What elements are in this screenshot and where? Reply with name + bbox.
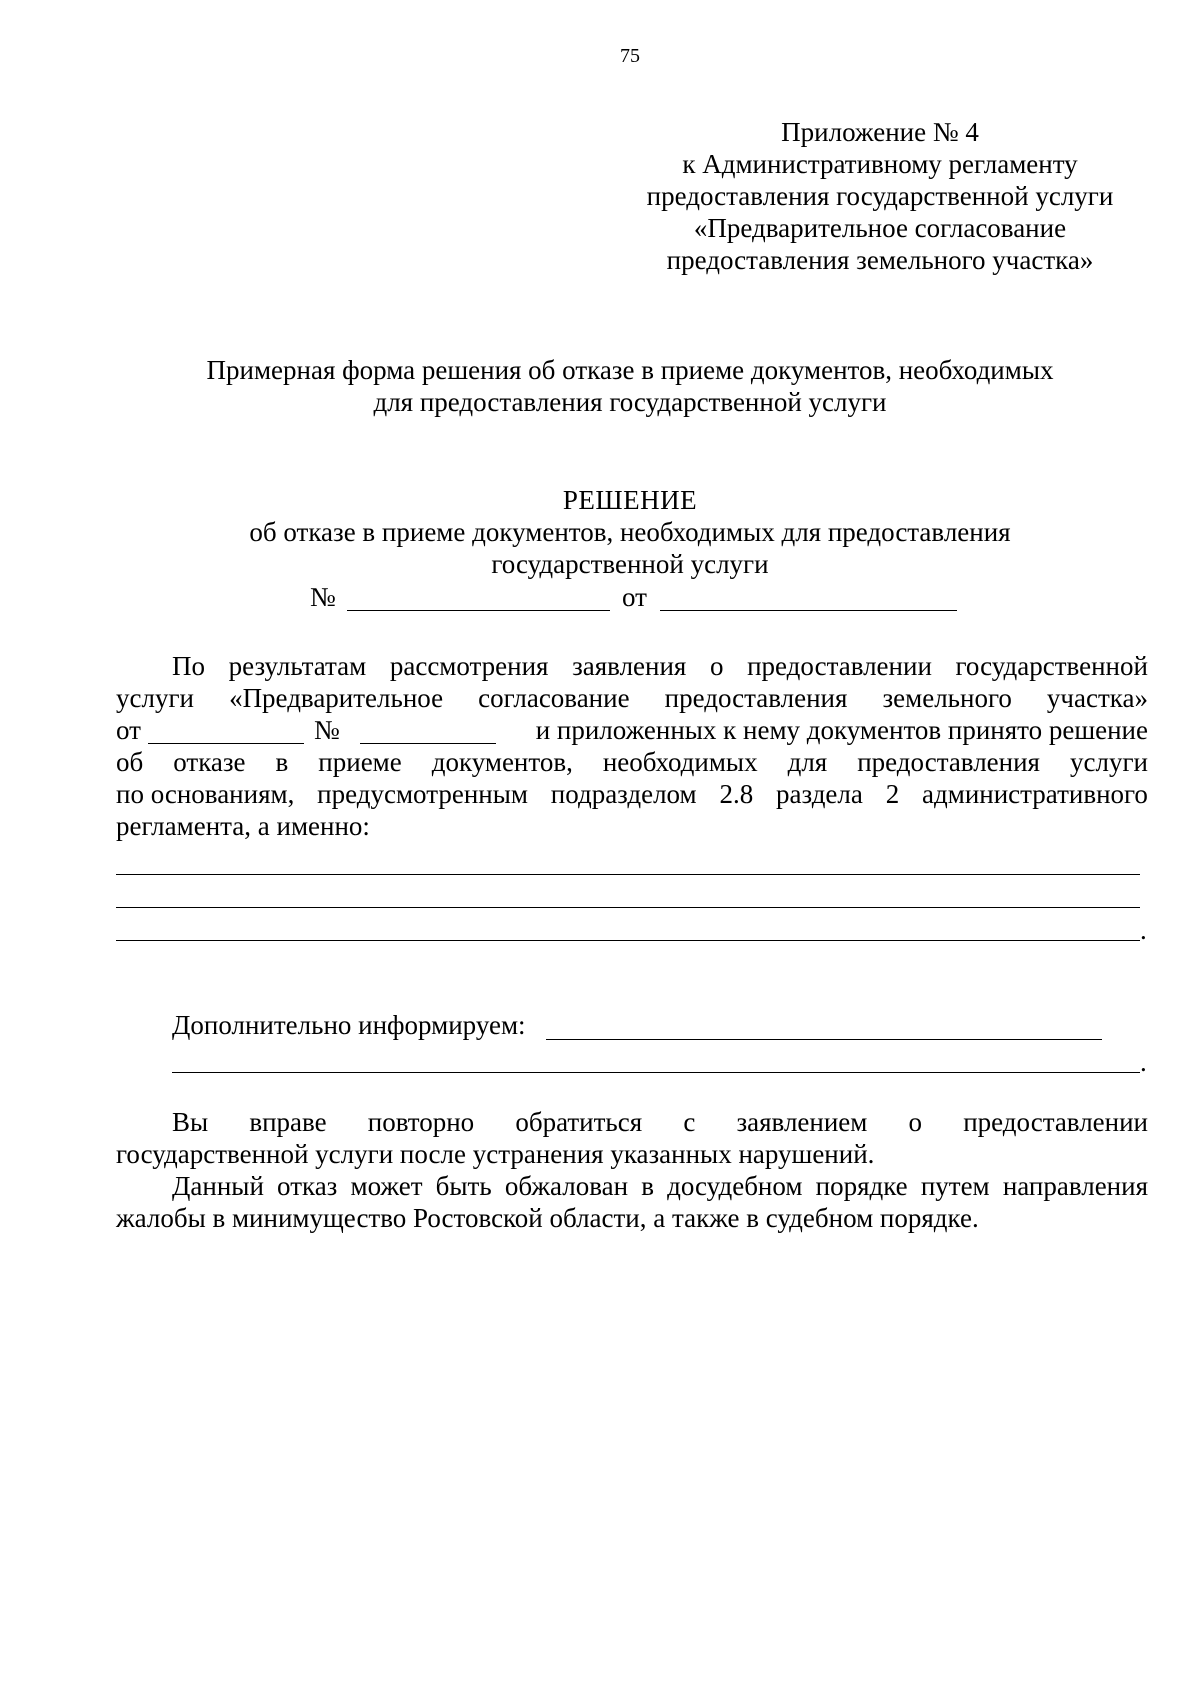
word: обратиться [515, 1107, 643, 1137]
from-word: от [622, 582, 647, 612]
word: быть [435, 1171, 492, 1201]
from-word: от [116, 715, 141, 745]
paragraph-decision-basis [116, 650, 1148, 842]
word: государственной [955, 651, 1148, 681]
word: рассмотрения [389, 651, 549, 681]
word: документов, [431, 747, 573, 777]
reasons-blank-line[interactable] [116, 907, 1140, 908]
word: для [787, 747, 828, 777]
text-line [116, 778, 1148, 810]
appendix-line: «Предварительное согласование [693, 213, 1067, 243]
word: путем [920, 1171, 990, 1201]
word: в [275, 747, 289, 777]
word: порядке [815, 1171, 908, 1201]
form-title-line: для предоставления государственной услуги [373, 387, 887, 417]
word: услуги [116, 683, 194, 713]
word: с [683, 1107, 696, 1137]
word: услуги [1069, 747, 1148, 777]
word: приеме [318, 747, 402, 777]
word: согласование [478, 683, 630, 713]
word: об [116, 747, 144, 777]
word: предоставлении [747, 651, 932, 681]
word: подразделом [550, 779, 697, 809]
text-line: жалобы в минимущество Ростовской области, а также в судебном порядке. [116, 1203, 979, 1233]
decision-date-blank[interactable] [660, 610, 957, 611]
word: участка» [1046, 683, 1148, 713]
word: Вы [172, 1107, 209, 1137]
additional-info-blank-line[interactable] [172, 1072, 1140, 1073]
word: о [908, 1107, 923, 1137]
decision-subtitle-line: об отказе в приеме документов, необходимых для предоставления [249, 517, 1011, 547]
page-number: 75 [620, 45, 640, 67]
word: досудебном [667, 1171, 803, 1201]
word: направления [1002, 1171, 1148, 1201]
form-title-line: Примерная форма решения об отказе в приеме документов, необходимых [206, 355, 1054, 385]
additional-info-label: Дополнительно информируем: [172, 1010, 526, 1040]
word: 2 [885, 779, 900, 809]
word: отказ [277, 1171, 338, 1201]
word: земельного [882, 683, 1012, 713]
text-line: государственной услуги после устранения указанных нарушений. [116, 1139, 875, 1169]
appendix-line: предоставления земельного участка» [666, 245, 1094, 275]
number-sign: № [314, 715, 340, 745]
reasons-blank-line[interactable] [116, 874, 1140, 875]
word: обжалован [504, 1171, 629, 1201]
word: повторно [367, 1107, 475, 1137]
appendix-line: Приложение № 4 [781, 117, 979, 147]
text-line [116, 682, 1148, 714]
additional-info-blank-line[interactable] [546, 1039, 1102, 1040]
word: заявления [572, 651, 687, 681]
word: необходимых [602, 747, 758, 777]
application-number-blank[interactable] [360, 743, 496, 744]
text-fragment: и приложенных к нему документов принято решение [535, 715, 1148, 745]
decision-heading: РЕШЕНИЕ [562, 485, 698, 515]
word: административного [922, 779, 1148, 809]
form-title [120, 354, 1140, 418]
number-sign: № [310, 582, 336, 612]
word: результатам [228, 651, 367, 681]
word: по основаниям, [116, 779, 295, 809]
word: предоставления [664, 683, 848, 713]
word: заявлением [736, 1107, 868, 1137]
appendix-header [620, 116, 1140, 276]
word: о [709, 651, 724, 681]
application-date-blank[interactable] [148, 743, 304, 744]
reasons-blank-line[interactable] [116, 940, 1140, 941]
text-line [116, 1170, 1148, 1202]
word: предоставлении [963, 1107, 1148, 1137]
paragraph-reapply [116, 1106, 1148, 1170]
period: . [1140, 1047, 1147, 1077]
text-line-with-blanks [116, 714, 1148, 746]
decision-number-line [120, 581, 1140, 617]
word: предоставления [857, 747, 1040, 777]
word: предусмотренным [317, 779, 528, 809]
decision-subtitle-line: государственной услуги [491, 549, 769, 579]
text-line: регламента, а именно: [116, 811, 370, 841]
word: раздела [776, 779, 863, 809]
word: в [641, 1171, 654, 1201]
word: По [172, 651, 205, 681]
period: . [1140, 915, 1147, 945]
appendix-line: предоставления государственной услуги [646, 181, 1114, 211]
word: 2.8 [719, 779, 754, 809]
text-line [116, 650, 1148, 682]
text-line [116, 1106, 1148, 1138]
paragraph-appeal [116, 1170, 1148, 1234]
decision-block [120, 484, 1140, 612]
word: вправе [249, 1107, 327, 1137]
text-line [116, 746, 1148, 778]
word: «Предварительное [229, 683, 444, 713]
word: Данный [172, 1171, 264, 1201]
word: может [350, 1171, 423, 1201]
appendix-line: к Административному регламенту [682, 149, 1078, 179]
word: отказе [173, 747, 246, 777]
decision-number-blank[interactable] [347, 610, 610, 611]
